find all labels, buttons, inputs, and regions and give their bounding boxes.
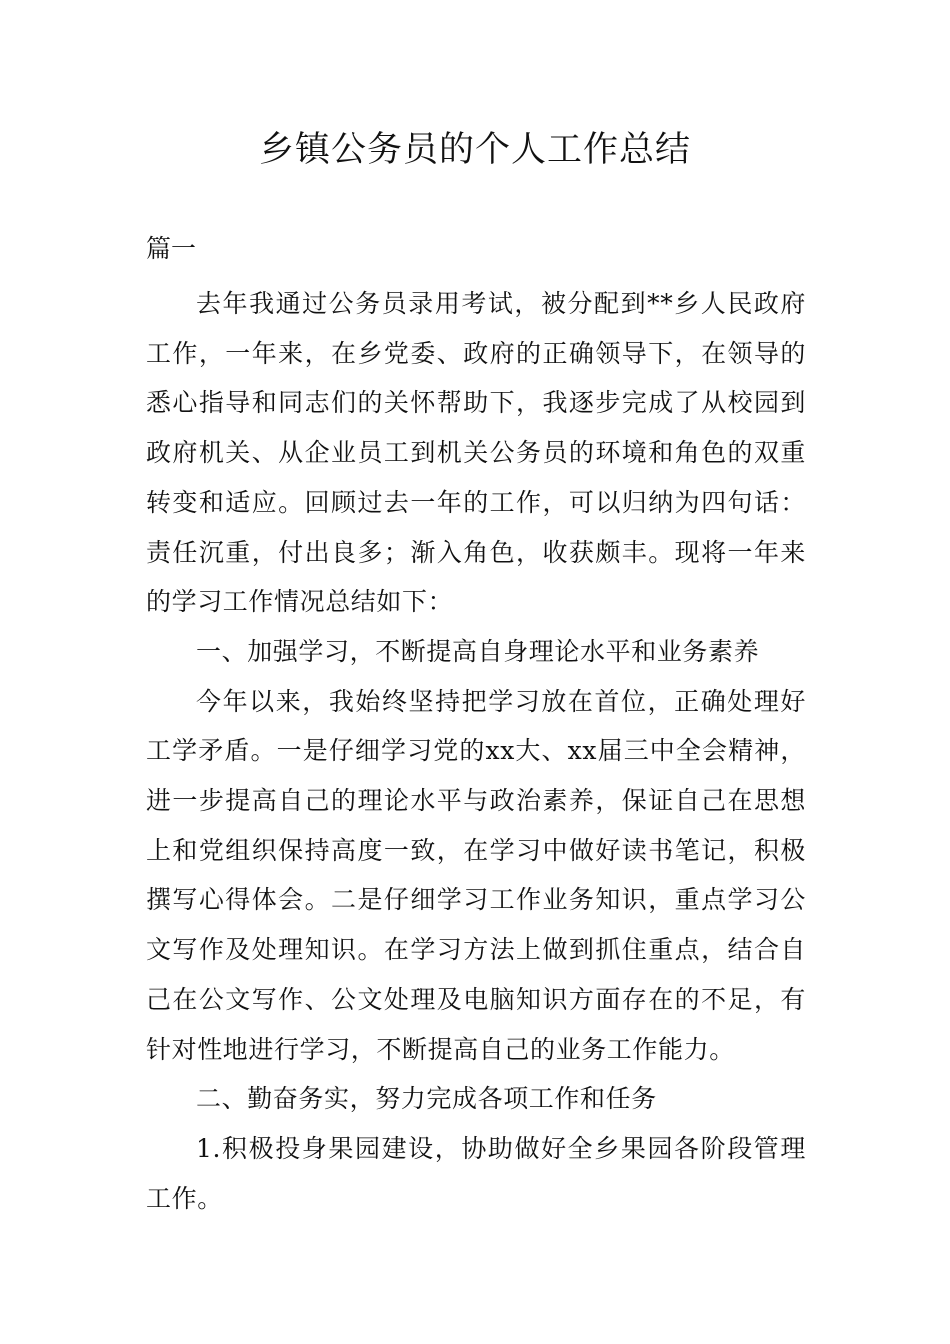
section-heading: 二、勤奋务实，努力完成各项工作和任务 [196, 1084, 657, 1114]
section-label: 篇一 [146, 234, 197, 263]
section-heading: 一、加强学习，不断提高自身理论水平和业务素养 [196, 636, 760, 666]
document-title: 乡镇公务员的个人工作总结 [258, 130, 691, 170]
body-paragraph: 去年我通过公务员录用考试，被分配到**乡人民政府工作，一年来，在乡党委、政府的正确领导下，在领导的悉心指导和同志们的关怀帮助下，我逐步完成了从校园到政府机关、从企业员工到机关公务员的环境和角色的双重转变和适应。回顾过去一年的工作，可以归纳为四句话：责任沉重，付出良多；渐入角色，收获颇丰。现将一年来的学习工作情况总结如下： [146, 289, 806, 617]
body-paragraph: 今年以来，我始终坚持把学习放在首位，正确处理好工学矛盾。一是仔细学习党的xx大、xx届三中全会精神，进一步提高自己的理论水平与政治素养，保证自己在思想上和党组织保持高度一致，在学习中做好读书笔记，积极撰写心得体会。二是仔细学习工作业务知识，重点学习公文写作及处理知识。在学习方法上做到抓住重点，结合自己在公文写作、公文处理及电脑知识方面存在的不足，有针对性地进行学习，不断提高自己的业务工作能力。 [146, 686, 806, 1064]
document-body [146, 279, 806, 1223]
body-paragraph: 1.积极投身果园建设，协助做好全乡果园各阶段管理工作。 [146, 1133, 806, 1213]
